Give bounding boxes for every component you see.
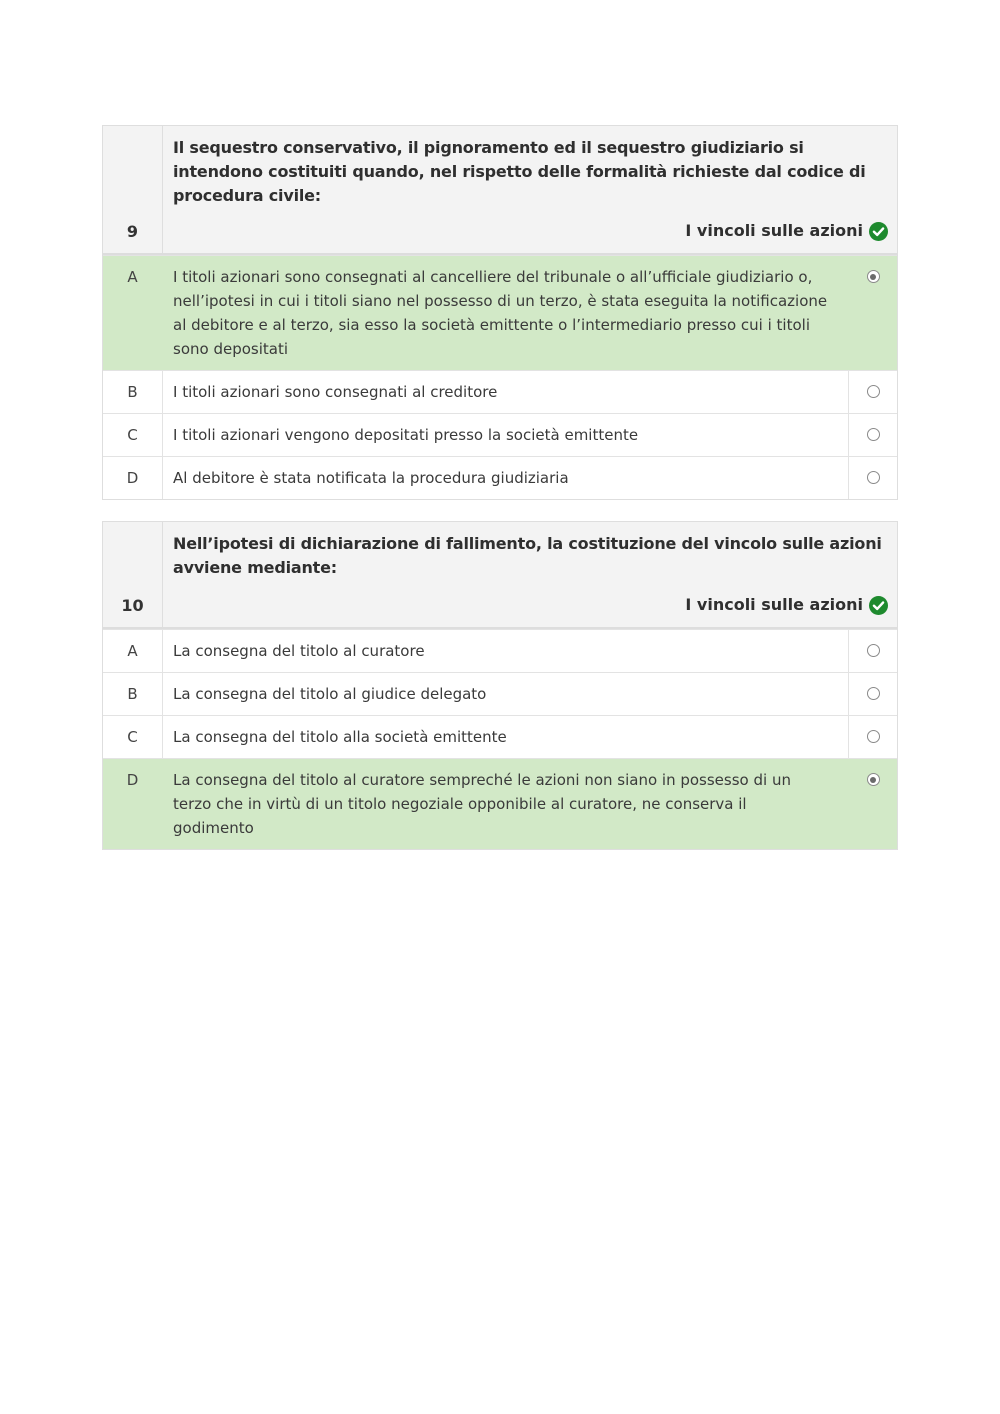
answer-option-d[interactable] [103,758,897,849]
answer-option-a[interactable] [103,255,897,370]
option-text: I titoli azionari sono consegnati al creditore [163,371,849,413]
radio-icon[interactable] [867,644,880,657]
option-letter: A [103,630,163,672]
radio-icon[interactable] [867,428,880,441]
question-card-9 [102,125,898,500]
radio-icon[interactable] [867,687,880,700]
option-letter: D [103,457,163,499]
question-text: Il sequestro conservativo, il pignoramento ed il sequestro giudiziario si intendono costituiti quando, nel rispetto delle formalità richieste dal codice di procedura civile: [173,138,866,205]
question-header [103,126,897,255]
option-letter: D [126,771,139,789]
answer-option-c[interactable] [103,413,897,456]
option-letter: C [103,716,163,758]
option-letter: B [103,371,163,413]
answer-option-b[interactable] [103,370,897,413]
option-letter: B [103,673,163,715]
option-text: La consegna del titolo al curatore sempreché le azioni non siano in possesso di un terzo che in virtù di un titolo negoziale opponibile al curatore, ne conserva il godimento [173,771,791,837]
question-text: Nell’ipotesi di dichiarazione di fallimento, la costituzione del vincolo sulle azioni avviene mediante: [173,534,882,577]
option-text: La consegna del titolo al curatore [163,630,849,672]
option-text: I titoli azionari vengono depositati presso la società emittente [163,414,849,456]
check-circle-icon [869,596,888,615]
question-number: 9 [103,126,163,253]
question-header [103,522,897,629]
option-text: Al debitore è stata notificata la procedura giudiziaria [163,457,849,499]
radio-icon[interactable] [867,471,880,484]
question-number: 10 [103,522,163,627]
topic-label: I vincoli sulle azioni [685,595,863,614]
option-text: La consegna del titolo al giudice delegato [163,673,849,715]
question-topic [173,593,888,617]
option-text: La consegna del titolo alla società emittente [163,716,849,758]
answer-option-a[interactable] [103,629,897,672]
question-card-10 [102,521,898,850]
check-circle-icon [869,222,888,241]
answer-option-d[interactable] [103,456,897,499]
radio-icon[interactable] [867,385,880,398]
topic-label: I vincoli sulle azioni [685,221,863,240]
answer-option-c[interactable] [103,715,897,758]
answer-option-b[interactable] [103,672,897,715]
option-letter: A [127,268,138,286]
radio-selected-icon[interactable] [867,773,880,786]
radio-selected-icon[interactable] [867,270,880,283]
option-text: I titoli azionari sono consegnati al cancelliere del tribunale o all’ufficiale giudiziario o, nell’ipotesi in cui i titoli siano nel possesso di un terzo, è stata eseguita la notificazione al debitore e al terzo, sia esso la società emittente o l’intermediario presso cui i titoli sono depositati [173,268,828,358]
option-letter: C [103,414,163,456]
radio-icon[interactable] [867,730,880,743]
question-topic [173,219,888,243]
